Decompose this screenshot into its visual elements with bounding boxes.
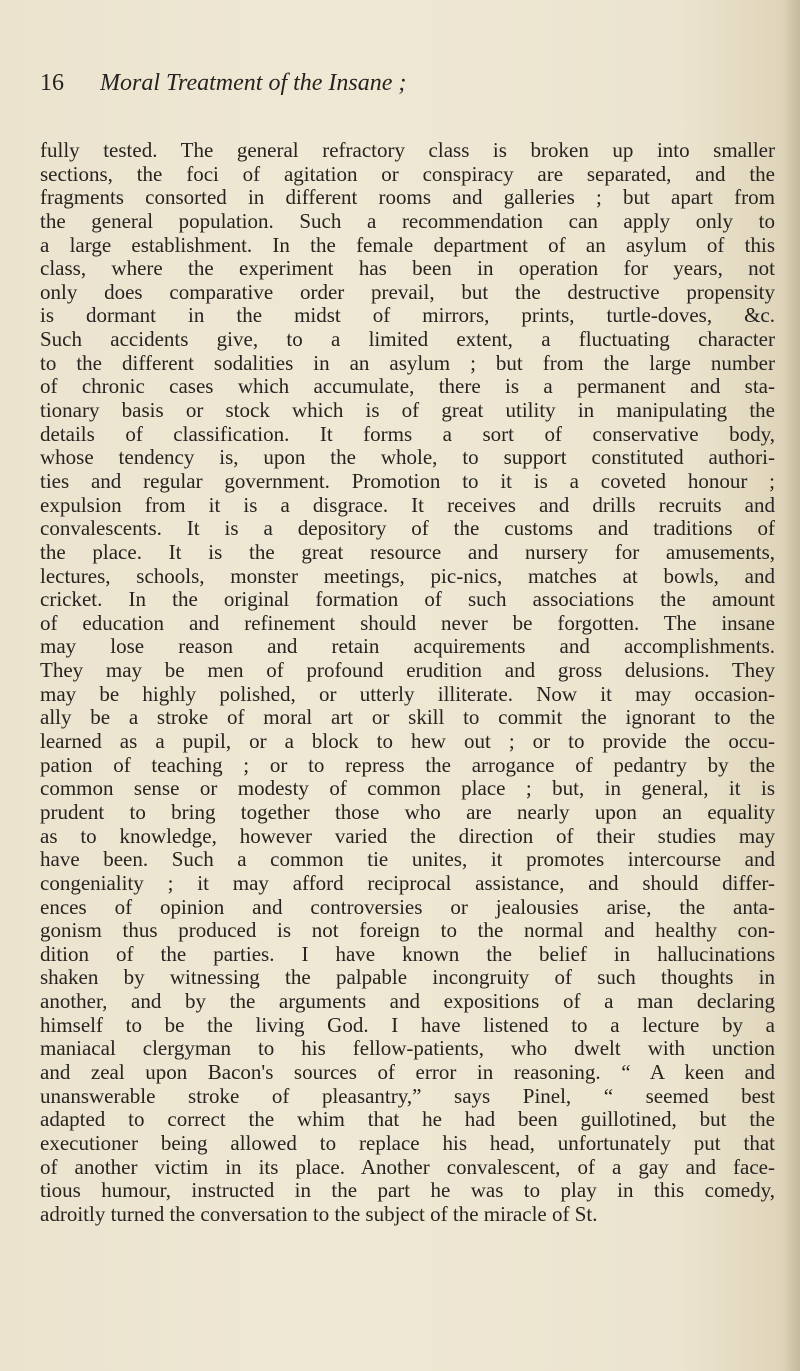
text-line: of education and refinement should never be forgotten. The insane — [40, 611, 775, 635]
text-line: convalescents. It is a depository of the customs and traditions of — [40, 517, 775, 541]
text-line: tious humour, instructed in the part he was to play in this comedy, — [40, 1179, 775, 1203]
text-line: gonism thus produced is not foreign to the normal and healthy con- — [40, 919, 775, 943]
text-line: may be highly polished, or utterly illiterate. Now it may occasion- — [40, 682, 775, 706]
text-line: ally be a stroke of moral art or skill to commit the ignorant to the — [40, 706, 775, 730]
text-line: of chronic cases which accumulate, there is a permanent and sta- — [40, 375, 775, 399]
text-line: common sense or modesty of common place ; but, in general, it is — [40, 777, 775, 801]
text-line: adapted to correct the whim that he had been guillotined, but the — [40, 1108, 775, 1132]
text-line: expulsion from it is a disgrace. It receives and drills recruits and — [40, 493, 775, 517]
text-line: pation of teaching ; or to repress the arrogance of pedantry by the — [40, 753, 775, 777]
text-line: ties and regular government. Promotion to it is a coveted honour ; — [40, 469, 775, 493]
page-number: 16 — [40, 70, 64, 96]
text-line: of another victim in its place. Another convalescent, of a gay and face- — [40, 1155, 775, 1179]
text-line: sections, the foci of agitation or conspiracy are separated, and the — [40, 162, 775, 186]
text-line: fragments consorted in different rooms and galleries ; but apart from — [40, 186, 775, 210]
text-line: learned as a pupil, or a block to hew out ; or to provide the occu- — [40, 730, 775, 754]
text-line: is dormant in the midst of mirrors, prints, turtle-doves, &c. — [40, 304, 775, 328]
text-line: congeniality ; it may afford reciprocal assistance, and should differ- — [40, 871, 775, 895]
text-line: ences of opinion and controversies or jealousies arise, the anta- — [40, 895, 775, 919]
text-line: may lose reason and retain acquirements and accomplishments. — [40, 635, 775, 659]
text-line: only does comparative order prevail, but the destructive propensity — [40, 280, 775, 304]
text-line: tionary basis or stock which is of great utility in manipulating the — [40, 399, 775, 423]
text-line: dition of the parties. I have known the belief in hallucinations — [40, 942, 775, 966]
text-line: prudent to bring together those who are nearly upon an equality — [40, 800, 775, 824]
text-line: lectures, schools, monster meetings, pic-nics, matches at bowls, and — [40, 564, 775, 588]
text-line: himself to be the living God. I have listened to a lecture by a — [40, 1013, 775, 1037]
text-line: Such accidents give, to a limited extent, a fluctuating character — [40, 328, 775, 352]
text-line: cricket. In the original formation of such associations the amount — [40, 588, 775, 612]
text-line: They may be men of profound erudition and gross delusions. They — [40, 659, 775, 683]
text-line: adroitly turned the conversation to the subject of the miracle of St. — [40, 1202, 598, 1226]
text-line: unanswerable stroke of pleasantry,” says Pinel, “ seemed best — [40, 1084, 775, 1108]
text-line: have been. Such a common tie unites, it promotes intercourse and — [40, 848, 775, 872]
text-line: and zeal upon Bacon's sources of error in reasoning. “ A keen and — [40, 1060, 775, 1084]
page-edge-shadow — [782, 0, 800, 1371]
text-line: details of classification. It forms a sort of conservative body, — [40, 422, 775, 446]
text-line: executioner being allowed to replace his head, unfortunately put that — [40, 1131, 775, 1155]
text-line: as to knowledge, however varied the direction of their studies may — [40, 824, 775, 848]
text-line: a large establishment. In the female department of an asylum of this — [40, 233, 775, 257]
text-line: another, and by the arguments and expositions of a man declaring — [40, 990, 775, 1014]
running-head — [40, 68, 780, 108]
running-title: Moral Treatment of the Insane ; — [100, 70, 407, 96]
text-line: fully tested. The general refractory class is broken up into smaller — [40, 139, 775, 162]
text-line: maniacal clergyman to his fellow-patients, who dwelt with unction — [40, 1037, 775, 1061]
text-line: whose tendency is, upon the whole, to support constituted authori- — [40, 446, 775, 470]
text-line: the general population. Such a recommendation can apply only to — [40, 209, 775, 233]
text-line: shaken by witnessing the palpable incongruity of such thoughts in — [40, 966, 775, 990]
text-line: to the different sodalities in an asylum ; but from the large number — [40, 351, 775, 375]
body-text — [40, 139, 775, 1226]
text-line: class, where the experiment has been in operation for years, not — [40, 257, 775, 281]
text-line: the place. It is the great resource and nursery for amusements, — [40, 540, 775, 564]
